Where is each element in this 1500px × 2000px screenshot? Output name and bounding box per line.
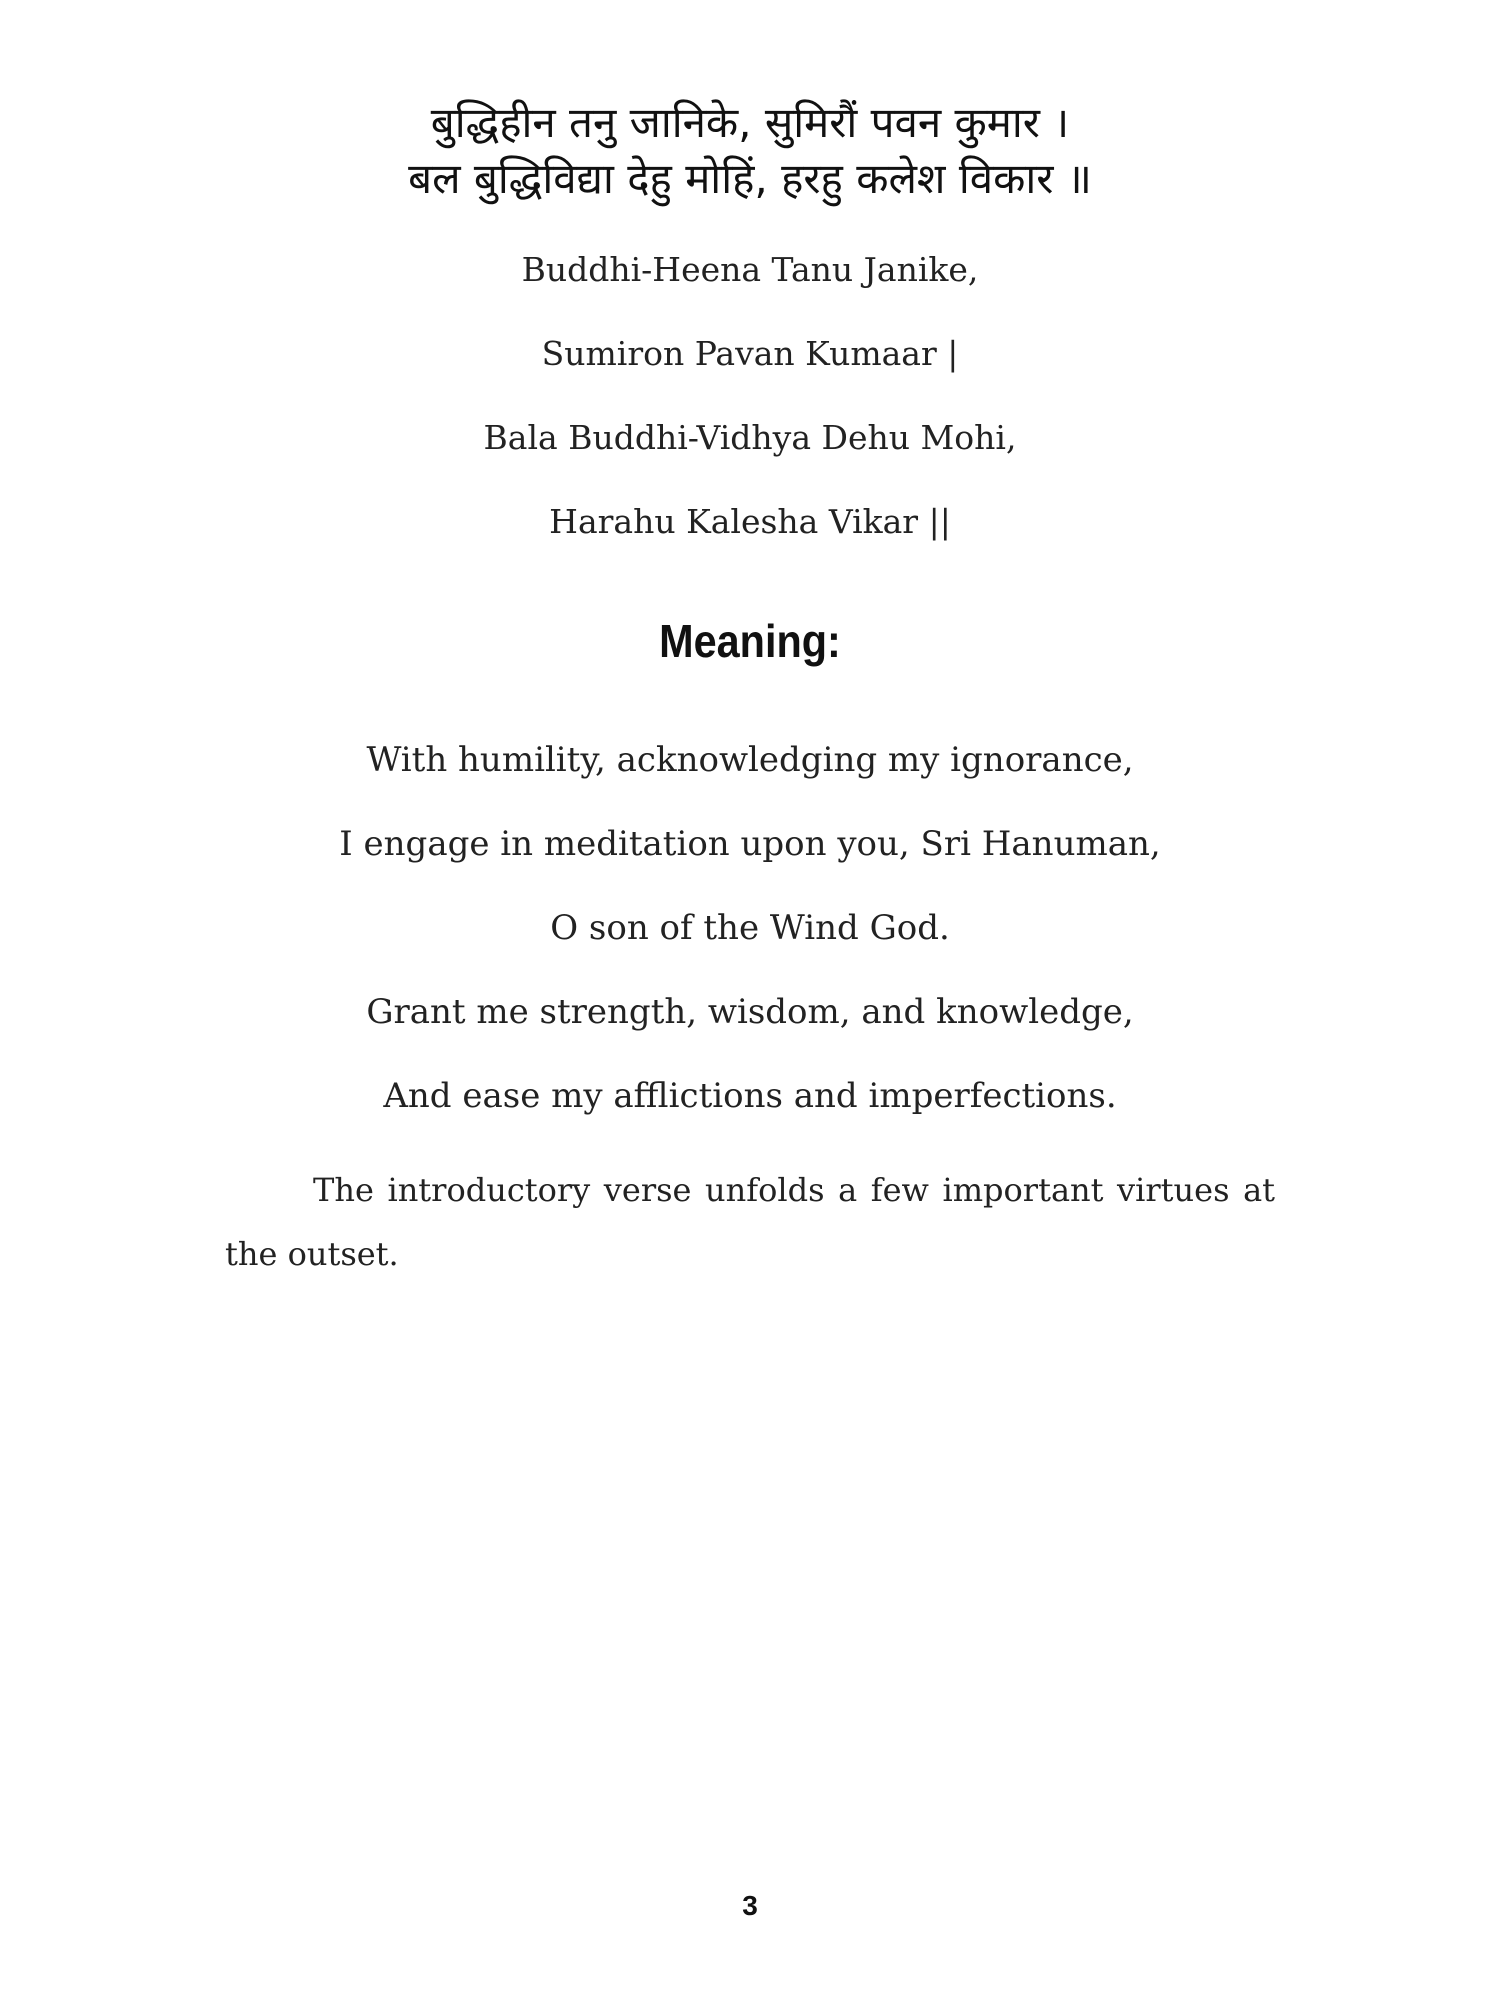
body-paragraph: The introductory verse unfolds a few important virtues at the outset.: [225, 1171, 1275, 1273]
meaning-lines: [0, 730, 1500, 1150]
devanagari-line: बुद्धिहीन तनु जानिके, सुमिरौं पवन कुमार ।: [430, 98, 1070, 147]
transliteration-line: Harahu Kalesha Vikar ||: [549, 502, 951, 541]
meaning-line: I engage in meditation upon you, Sri Hanuman,: [339, 824, 1161, 864]
meaning-heading: Meaning:: [659, 615, 841, 667]
meaning-line: With humility, acknowledging my ignorance,: [366, 740, 1134, 780]
devanagari-line: बल बुद्धिविद्या देहु मोहिं, हरहु कलेश विकार ॥: [408, 154, 1092, 203]
meaning-line: O son of the Wind God.: [550, 908, 950, 948]
transliteration-verse: [0, 240, 1500, 576]
transliteration-line: Sumiron Pavan Kumaar |: [541, 334, 959, 373]
meaning-line: And ease my afflictions and imperfections.: [383, 1076, 1117, 1116]
transliteration-line: Bala Buddhi-Vidhya Dehu Mohi,: [483, 418, 1017, 457]
page-number: 3: [742, 1890, 758, 1921]
transliteration-line: Buddhi-Heena Tanu Janike,: [521, 250, 979, 289]
meaning-line: Grant me strength, wisdom, and knowledge,: [366, 992, 1134, 1032]
devanagari-verse: [0, 95, 1500, 207]
